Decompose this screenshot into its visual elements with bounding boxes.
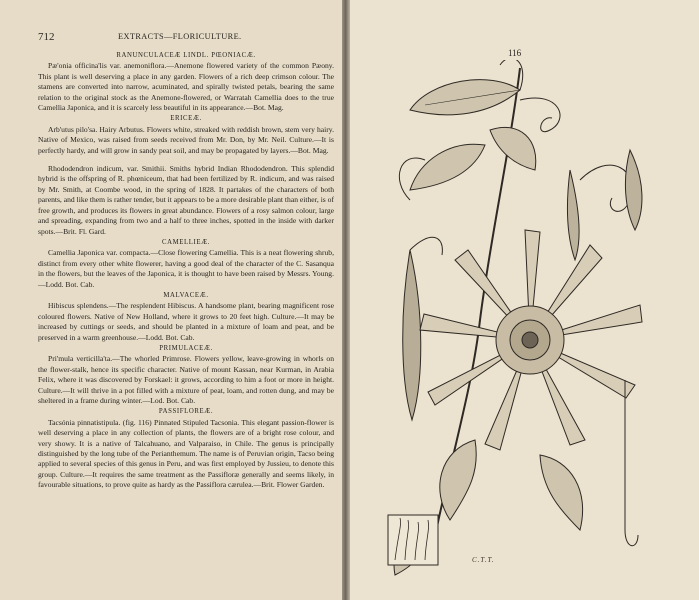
entry-text: Rhododendron indicum, var. Smithii. Smiths hybrid Indian Rhododendron. This splendid hybrid is the offspring of R. phœniceum, that had been fertilized by R. indicum, and was raised by Mr. Smith, at Coombe wood, in the spring of 1828. It partakes of the characters of both parents, and like them is rather tender, but it appears to be a more desirable plant than either, is of free growth, and produces its flowers in great abundance. Flowers of a rosy salmon colour, large and spreading, expanding from two and a half to three inches, spotted in the inside with darker spots.—Brit. Fl. Gard. (38, 164, 334, 236)
tendril (580, 165, 632, 211)
flower-bud (568, 170, 580, 260)
entry-text: Camellia Japonica var. compacta.—Close flowering Camellia. This is a neat flowering shrub, distinct from every other white flowerer, having a good deal of the character of the C. Sasanqua in the flowers, but the leaves of the Japonica, it is thought to have been raised by Messrs. Young.—Lodd. Bot. Cab. (38, 248, 334, 289)
entry-heading: PRIMULACEÆ. (159, 344, 213, 352)
entry-text: Arb'utus pilo'sa. Hairy Arbutus. Flowers white, streaked with reddish brown, stem very hairy. Native of Mexico, was raised from seeds received from Mr. Don, by Mr. Neil. Culture.—It is perfectly hardy, and will grow in sandy peat soil, and may be propagated by layers.—Bot. Mag. (38, 124, 334, 155)
page-body (38, 50, 334, 491)
flower-bud (625, 150, 642, 230)
entry-text: Pri'mula verticilla'ta.—The whorled Primrose. Flowers yellow, leave-growing in whorls on the flower-stalk, hence its specific character. Native of mount Kassan, near Kurman, in Arabia Felix, where it was discovered by Forskael: it grows, according to him a foot or more in height. Culture.—It will thrive in a pot filled with a mixture of peat, loam, and rotten dung, and may be sheltered in a frame during winter.—Lod. Bot. Cab. (38, 354, 334, 405)
leaf (410, 80, 520, 115)
flower-tube (410, 237, 442, 255)
entry-heading: ERICEÆ. (170, 115, 202, 123)
tendril (520, 98, 560, 132)
passion-flower-illustration (370, 60, 670, 580)
leaf (540, 455, 583, 530)
figure-number: 116 (508, 48, 522, 58)
flower-head (420, 230, 642, 450)
leaf (410, 144, 485, 190)
entry-heading: PASSIFLOREÆ. (158, 408, 214, 416)
entry-text: Hibiscus splendens.—The resplendent Hibiscus. A handsome plant, bearing magnificent rose coloured flowers. Native of New Holland, where it grows to 20 feet high. Culture.—It may be increased by cuttings or seeds, and should be planted in a mixture of loam and peat, and be preserved in a warm greenhouse.—Lodd. Bot. Cab. (38, 301, 334, 342)
entry-heading: CAMELLIEÆ. (161, 238, 211, 246)
artist-mark: C.T.T. (472, 556, 495, 564)
page-number: 712 (38, 31, 55, 43)
entry-heading: MALVACEÆ. (163, 291, 209, 299)
leaf (440, 440, 476, 520)
entry-text: Tacsónia pinnatistipula. (fig. 116) Pinnated Stipuled Tacsonia. This elegant passion-flower is well deserving a place in any collection of plants, the flowers are of a bright rose colour, and very showy. It is a native of Talcahuano, and Valparaiso, in Chile. The genus is principally distinguished by the long tube of the Perianthemum. The name is of Peruvian origin, Tacso being applied to several species of this genus in Peru, and was first employed by Jussieu, to denote this group. Culture.—It requires the same treatment as the Passifloræ generally and seems likely, in favourable situations, to prove quite as hardy as the Passiflora cærulea.—Brit. Flower Garden. (38, 417, 334, 490)
tendril (625, 380, 638, 546)
book-gutter (342, 0, 350, 600)
running-head: EXTRACTS—FLORICULTURE. (118, 32, 242, 41)
entry-text: Pæ'onia officina'lis var. anemoniflora.—Anemone flowered variety of the common Pæony. This plant is well deserving a place in any garden. Flowers of a rich deep crimson colour. The stamens are converted into narrow, acuminated, and spirally twisted petals, bearing the same relation to the original stock as the Anemone-flowered, or Warratah Camellia does to the true Camellia Japonica, and it is scarcely less beautiful in its appearance.—Bot. Mag. (38, 61, 334, 113)
flower-tube (403, 250, 421, 420)
leaf (490, 127, 536, 170)
entry-heading: RANUNCULACEÆ LINDL. PŒONIACÆ. (116, 52, 256, 59)
